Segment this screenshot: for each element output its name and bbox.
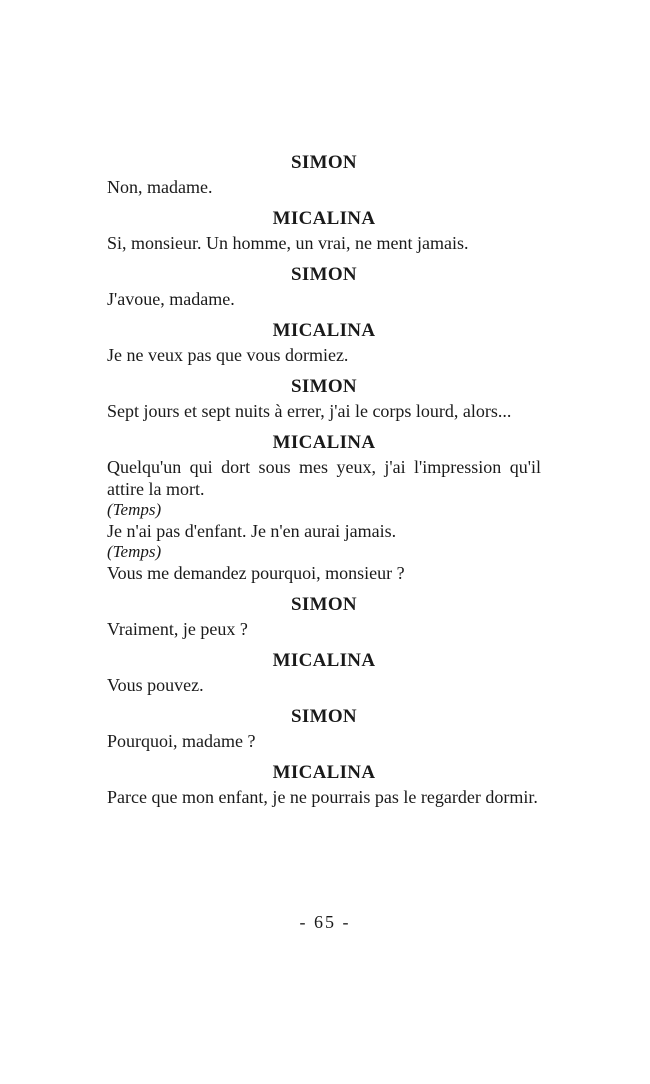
speaker-name: MICALINA: [272, 208, 376, 229]
dialogue-line: Vous pouvez.: [107, 675, 204, 695]
dialogue-line: Je n'ai pas d'enfant. Je n'en aurai jamais.: [107, 521, 397, 541]
dialogue-block: [107, 150, 541, 808]
dialogue-line: Vous me demandez pourquoi, monsieur ?: [107, 563, 405, 583]
speaker-name: MICALINA: [272, 650, 376, 671]
dialogue-line: Sept jours et sept nuits à errer, j'ai le corps lourd, alors...: [107, 401, 512, 421]
speaker-name: MICALINA: [272, 762, 376, 783]
speaker-name: SIMON: [291, 706, 357, 727]
dialogue-line: Si, monsieur. Un homme, un vrai, ne ment jamais.: [107, 233, 469, 253]
dialogue-line: Pourquoi, madame ?: [107, 731, 256, 751]
speaker-name: MICALINA: [272, 320, 376, 341]
dialogue-line: Parce que mon enfant, je ne pourrais pas le regarder dormir.: [107, 787, 538, 807]
page-number: - 65 -: [299, 912, 351, 932]
speaker-name: SIMON: [291, 152, 357, 173]
speaker-name: SIMON: [291, 376, 357, 397]
stage-direction: (Temps): [107, 542, 162, 561]
speaker-name: SIMON: [291, 264, 357, 285]
dialogue-line: Vraiment, je peux ?: [107, 619, 248, 639]
speaker-name: SIMON: [291, 594, 357, 615]
dialogue-line: J'avoue, madame.: [107, 289, 235, 309]
dialogue-line: Non, madame.: [107, 177, 213, 197]
dialogue-line: Quelqu'un qui dort sous mes yeux, j'ai l'impression qu'il attire la mort.: [107, 457, 541, 499]
stage-direction: (Temps): [107, 500, 162, 519]
dialogue-line: Je ne veux pas que vous dormiez.: [107, 345, 349, 365]
speaker-name: MICALINA: [272, 432, 376, 453]
